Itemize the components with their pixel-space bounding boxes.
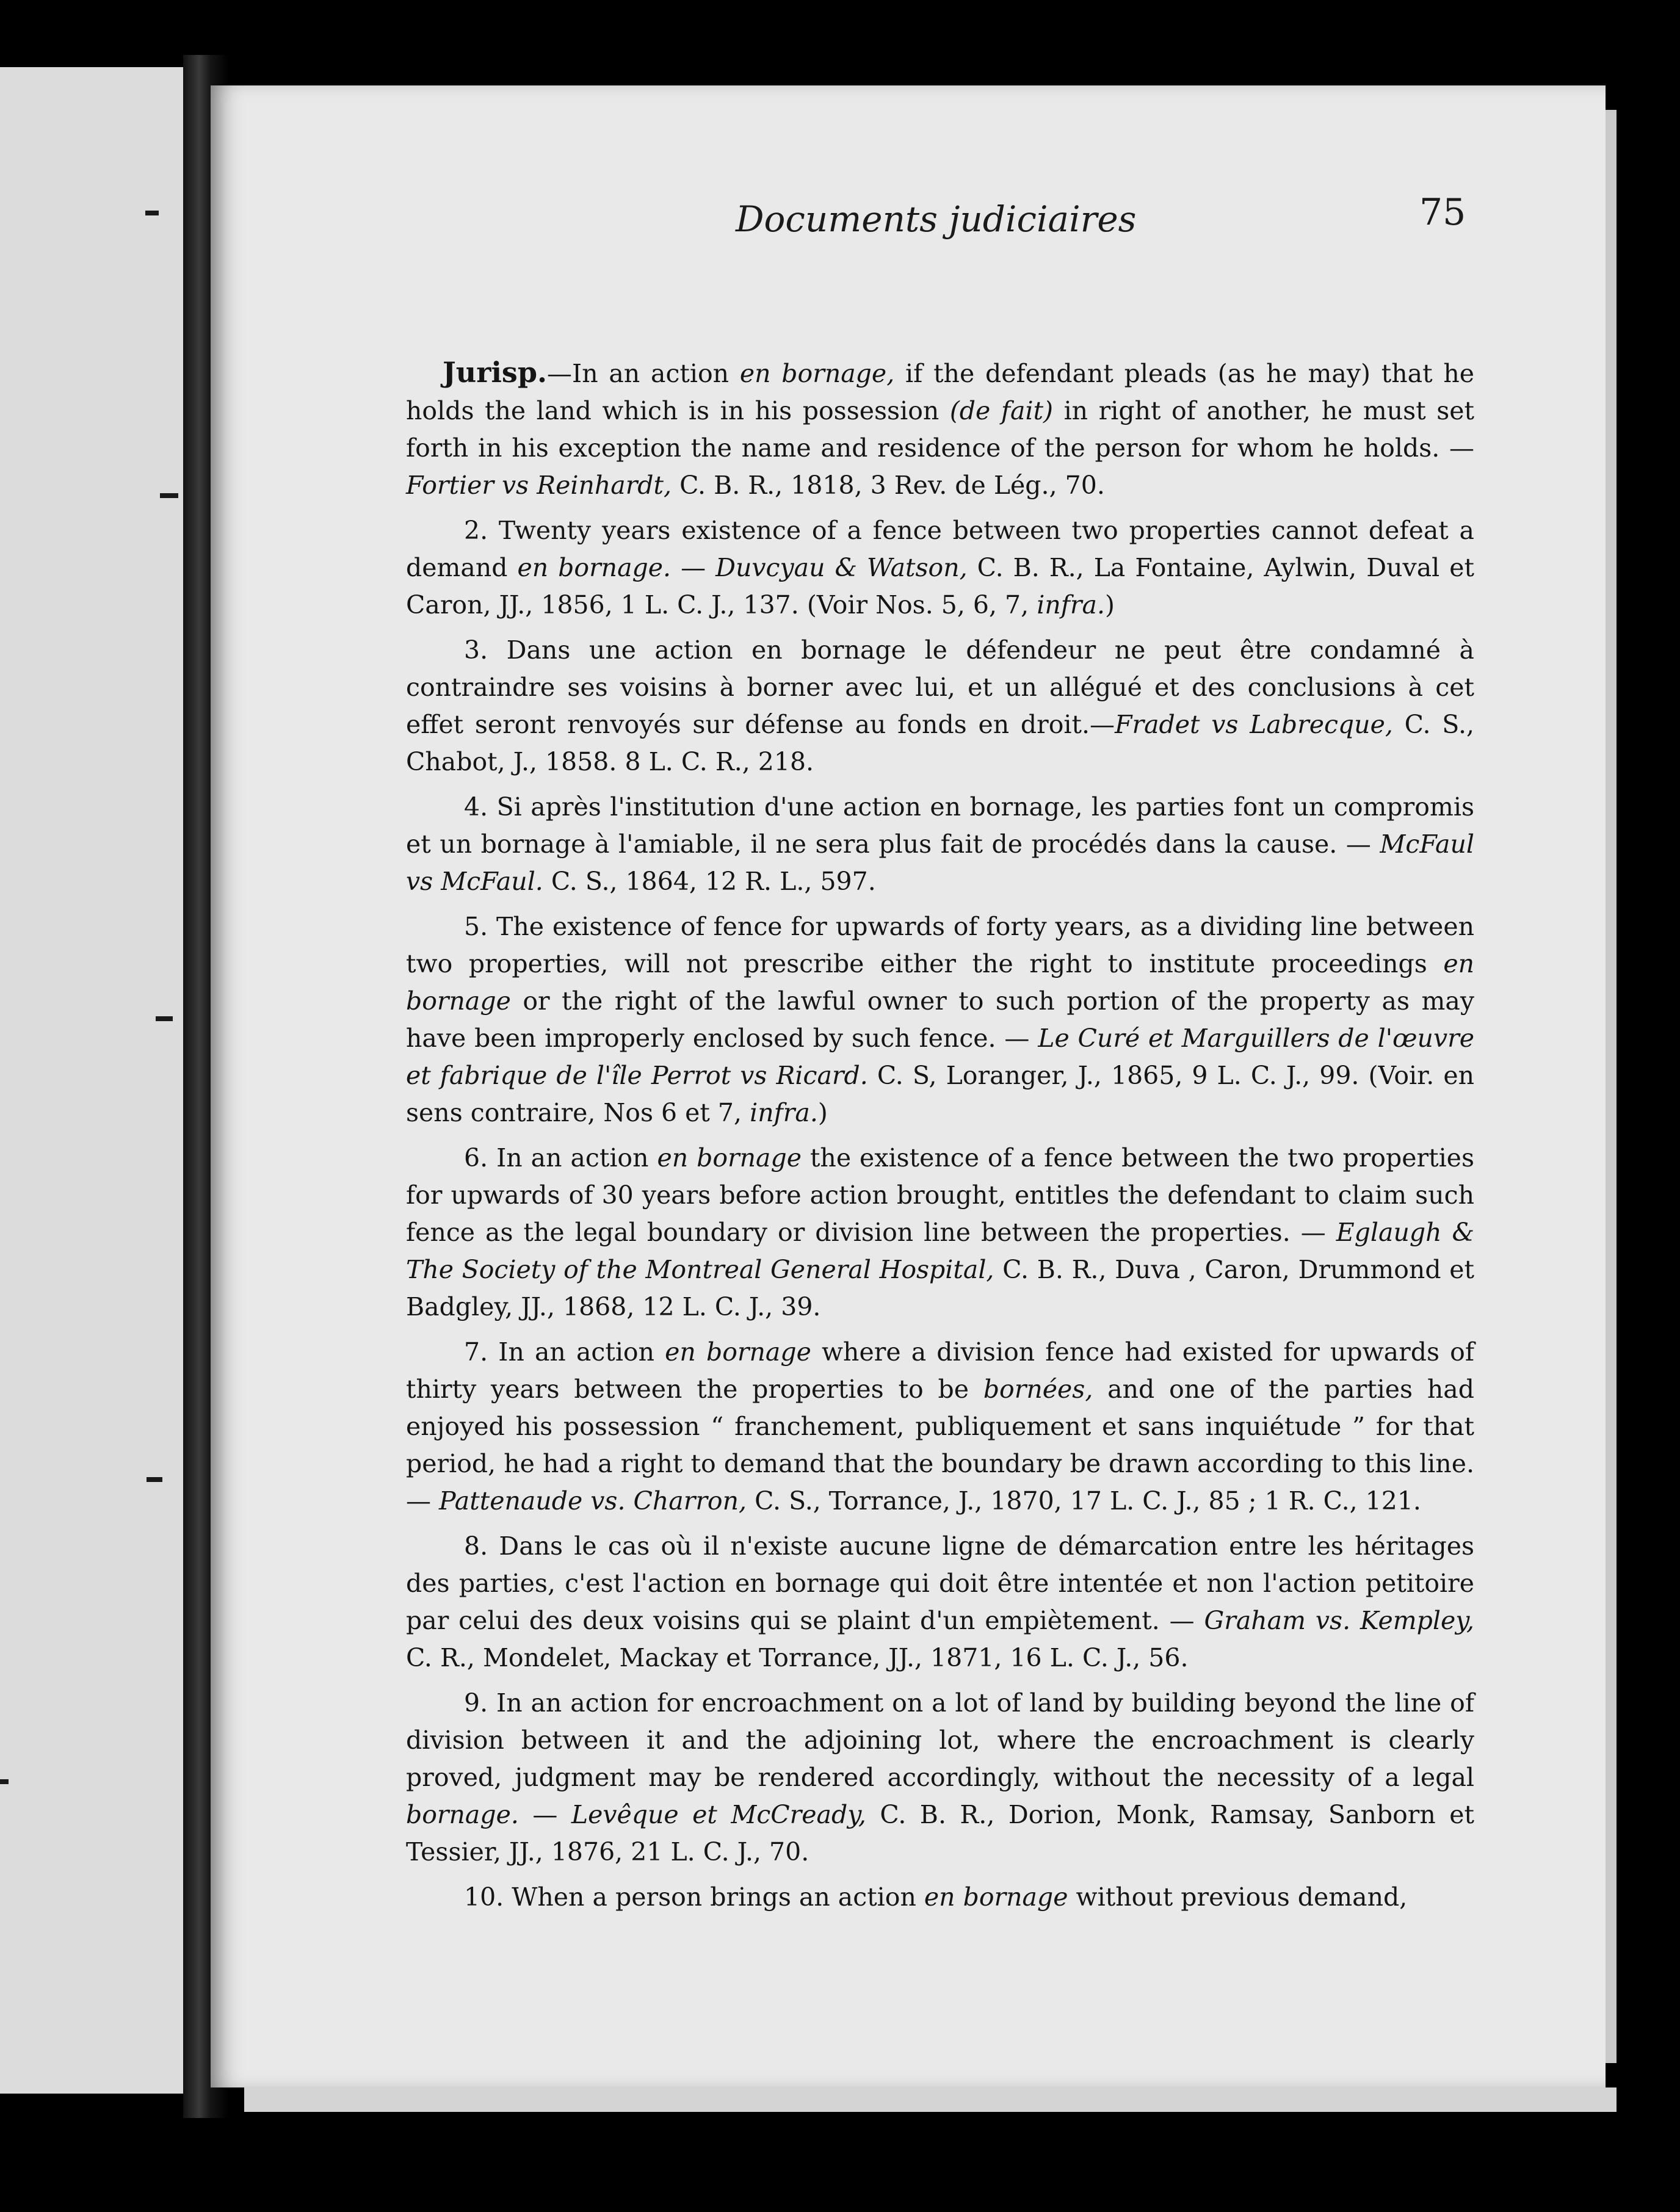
paragraph-text: 4. Si après l'institution d'une action en bornage, les parties font un compromis et un bornage à l'amiable, il ne sera plus fait de procédés dans la cause. — — [406, 792, 1474, 859]
paragraph-text: C. B. R., Dorion, Monk, Ramsay, Sanborn et Tessier, JJ., 1876, 21 L. C. J., 70. — [406, 1800, 1474, 1867]
paragraph-text: C. R., Mondelet, Mackay et Torrance, JJ., 1871, 16 L. C. J., 56. — [406, 1643, 1189, 1672]
italic-text: en bornage — [924, 1882, 1068, 1912]
italic-text: Levêque et McCready, — [571, 1800, 866, 1829]
paragraph-text: — — [671, 553, 716, 582]
paragraph-text: 3. Dans une action en bornage le défendeur ne peut être condamné à contraindre ses voisins à borner avec lui, et un allégué et des conclusions à cet effet seront renvoyés sur défense au fonds en droit.— — [406, 635, 1474, 739]
jurisprudence-paragraph — [406, 354, 1474, 504]
italic-text: bornage. — [406, 1800, 519, 1829]
paragraph-text: C. S, Loranger, J., 1865, 9 L. C. J., 99. (Voir. en sens contraire, Nos 6 et 7, — [406, 1061, 1474, 1127]
margin-mark — [0, 1779, 9, 1784]
italic-text: infra. — [1037, 590, 1105, 620]
italic-text: en bornage — [665, 1337, 811, 1367]
jurisprudence-paragraph — [406, 1140, 1474, 1326]
italic-text: Fortier vs Reinhardt, — [406, 471, 672, 500]
running-title: Documents judiciaires — [736, 198, 1137, 240]
italic-text: (de fait) — [949, 396, 1054, 425]
paragraph-text: C. B. R., Duva , Caron, Drummond et Badgley, JJ., 1868, 12 L. C. J., 39. — [406, 1255, 1474, 1321]
margin-mark — [156, 1016, 173, 1021]
paragraph-text: C. B. R., 1818, 3 Rev. de Lég., 70. — [672, 471, 1105, 500]
section-lead: Jurisp. — [443, 356, 547, 389]
paragraph-text: C. S., Torrance, J., 1870, 17 L. C. J., 85 ; 1 R. C., 121. — [747, 1486, 1421, 1516]
page-header — [0, 191, 1680, 259]
paragraph-text: —In an action — [547, 359, 740, 388]
paragraph-text: if the defendant pleads (as he may) that he holds the land which is in his possession — [406, 359, 1475, 425]
jurisprudence-paragraph — [406, 789, 1474, 900]
paragraph-text: — — [518, 1800, 571, 1829]
italic-text: en bornage, — [739, 359, 895, 388]
italic-text: Pattenaude vs. Charron, — [439, 1486, 747, 1516]
paragraph-text: or the right of the lawful owner to such portion of the property as may have been improperly enclosed by such fence. — — [406, 986, 1474, 1053]
jurisprudence-paragraph — [406, 1879, 1474, 1916]
page-stack-right-edge — [1606, 110, 1617, 2063]
jurisprudence-paragraph — [406, 512, 1474, 624]
jurisprudence-paragraph — [406, 908, 1474, 1132]
italic-text: McFaul vs McFaul. — [406, 830, 1474, 896]
jurisprudence-paragraph — [406, 1685, 1474, 1871]
margin-mark — [147, 1477, 162, 1482]
paragraph-text: the existence of a fence between the two properties for upwards of 30 years before action brought, entitles the defendant to claim such fence as the legal boundary or division line between the properties. — — [406, 1143, 1474, 1247]
page-body — [406, 354, 1474, 1924]
jurisprudence-paragraph — [406, 1334, 1474, 1520]
paragraph-text: 8. Dans le cas où il n'existe aucune ligne de démarcation entre les héritages des parties, c'est l'action en bornage qui doit être intentée et non l'action petitoire par celui des deux voisins qui se plaint d'un empiètement. — — [406, 1531, 1474, 1635]
paragraph-text: C. B. R., La Fontaine, Aylwin, Duval et Caron, JJ., 1856, 1 L. C. J., 137. (Voir Nos. 5, 6, 7, — [406, 553, 1474, 620]
paragraph-text: C. S., 1864, 12 R. L., 597. — [543, 867, 876, 896]
paragraph-text: ) — [1105, 590, 1115, 620]
paragraph-text: without previous demand, — [1068, 1882, 1408, 1912]
italic-text: infra. — [750, 1098, 818, 1127]
paragraph-text: 9. In an action for encroachment on a lot of land by building beyond the line of division between it and the adjoining lot, where the encroachment is clearly proved, judgment may be rendered accordingly, without the necessity of a legal — [406, 1688, 1474, 1792]
italic-text: Graham vs. Kempley, — [1204, 1606, 1474, 1635]
italic-text: Eglaugh & The Society of the Montreal General Hospital, — [406, 1218, 1474, 1284]
paragraph-text: and one of the parties had enjoyed his possession “ franchement, publiquement et sans inquiétude ” for that period, he had a right to demand that the boundary be drawn according to this line.— — [406, 1375, 1474, 1516]
paragraph-text: where a division fence had existed for upwards of thirty years between the properties to be — [406, 1337, 1474, 1404]
previous-page-edge — [0, 67, 187, 2094]
paragraph-text: C. S., Chabot, J., 1858. 8 L. C. R., 218. — [406, 710, 1475, 776]
paragraph-text: 6. In an action — [464, 1143, 657, 1173]
italic-text: en bornage — [657, 1143, 802, 1173]
page-stack-bottom-edge — [244, 2087, 1617, 2112]
paragraph-text: 2. Twenty years existence of a fence between two properties cannot defeat a demand — [406, 516, 1474, 582]
italic-text: en bornage. — [517, 553, 672, 582]
paragraph-text: 5. The existence of fence for upwards of forty years, as a dividing line between two properties, will not prescribe either the right to institute proceedings — [406, 912, 1474, 978]
italic-text: en bornage — [406, 949, 1474, 1016]
paragraph-text: ) — [817, 1098, 828, 1127]
paragraph-text: 10. When a person brings an action — [464, 1882, 924, 1912]
jurisprudence-paragraph — [406, 1528, 1474, 1677]
italic-text: Fradet vs Labrecque, — [1115, 710, 1393, 739]
paragraph-text: 7. In an action — [464, 1337, 665, 1367]
paragraph-text: in right of another, he must set forth in his exception the name and residence of the person for whom he holds. — — [406, 396, 1474, 463]
italic-text: Duvcyau & Watson, — [715, 553, 968, 582]
italic-text: bornées, — [983, 1375, 1093, 1404]
jurisprudence-paragraph — [406, 632, 1474, 781]
italic-text: Le Curé et Marguillers de l'œuvre et fabrique de l'île Perrot vs Ricard. — [406, 1024, 1474, 1090]
page-number: 75 — [1419, 191, 1466, 234]
margin-mark — [160, 493, 178, 498]
